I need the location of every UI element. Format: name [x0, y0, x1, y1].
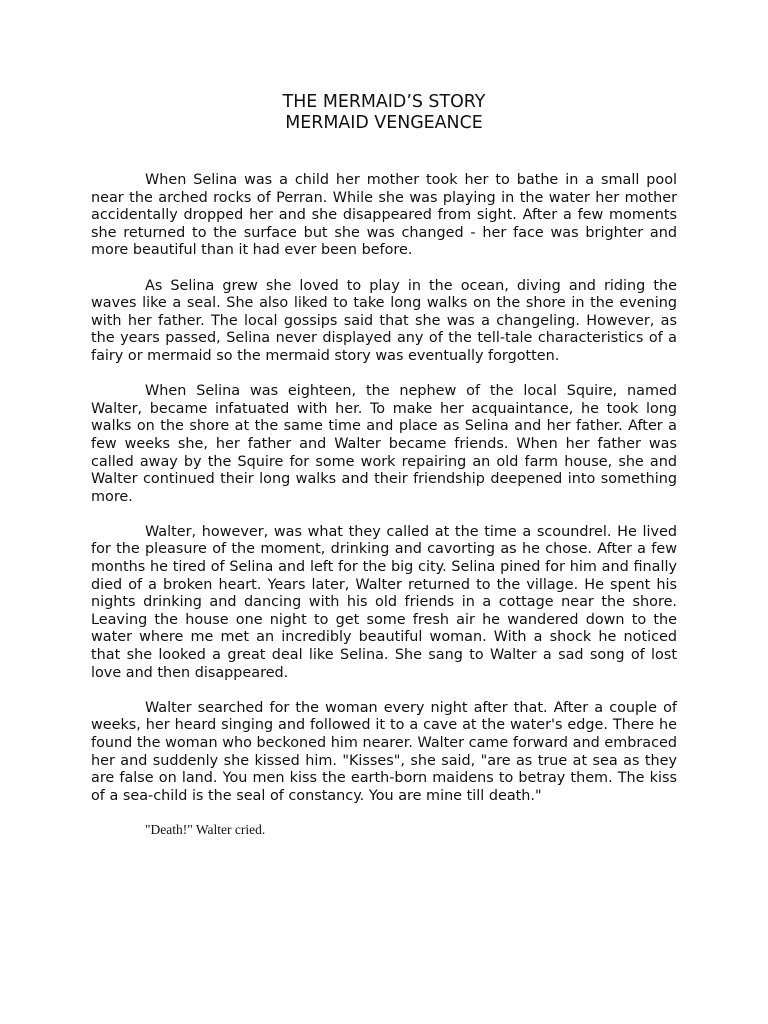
document-subtitle: MERMAID VENGEANCE	[285, 113, 483, 133]
paragraph: When Selina was eighteen, the nephew of the local Squire, named Walter, became infatuated with her. To make her acquaintance, he took long walks on the shore at the same time and place as Selina and her father. After a few weeks she, her father and Walter became friends. When her father was called away by the Squire for some work repairing an old farm house, she and Walter continued their long walks and their friendship deepened into something more.	[91, 383, 677, 505]
title-block	[91, 92, 677, 134]
paragraph: Walter searched for the woman every night after that. After a couple of weeks, her heard singing and followed it to a cave at the water's edge. There he found the woman who beckoned him nearer. Walter came forward and embraced her and suddenly she kissed him. "Kisses", she said, "are as true at sea as they are false on land. You men kiss the earth-born maidens to betray them. The kiss of a sea-child is the seal of constancy. You are mine till death."	[91, 699, 677, 804]
paragraph: Walter, however, was what they called at the time a scoundrel. He lived for the pleasure of the moment, drinking and cavorting as he chose. After a few months he tired of Selina and left for the big city. Selina pined for him and finally died of a broken heart. Years later, Walter returned to the village. He spent his nights drinking and dancing with his old friends in a cottage near the shore. Leaving the house one night to get some fresh air he wandered down to the water where me met an incredibly beautiful woman. With a shock he noticed that she looked a great deal like Selina. She sang to Walter a sad song of lost love and then disappeared.	[91, 523, 677, 681]
document-page	[91, 92, 677, 838]
document-title: THE MERMAID’S STORY	[282, 92, 486, 112]
paragraph: As Selina grew she loved to play in the ocean, diving and riding the waves like a seal. She also liked to take long walks on the shore in the evening with her father. The local gossips said that she was a changeling. However, as the years passed, Selina never displayed any of the tell-tale characteristics of a fairy or mermaid so the mermaid story was eventually forgotten.	[91, 277, 677, 364]
paragraph: When Selina was a child her mother took her to bathe in a small pool near the arched rocks of Perran. While she was playing in the water her mother accidentally dropped her and she disappeared from sight. After a few moments she returned to the surface but she was changed - her face was brighter and more beautiful than it had ever been before.	[91, 172, 677, 259]
closing-line: "Death!" Walter cried.	[145, 821, 266, 837]
